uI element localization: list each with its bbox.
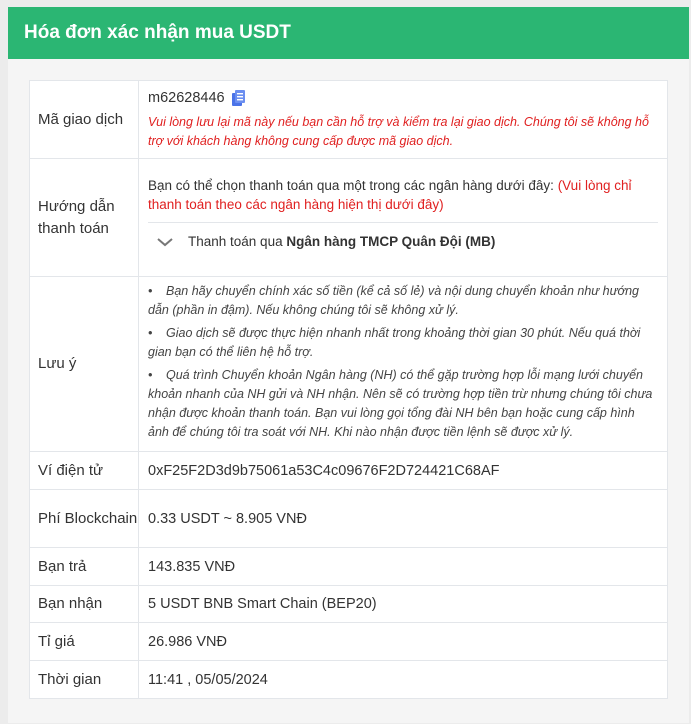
transaction-code[interactable]: m62628446 [148,89,225,106]
fee-value: 0.33 USDT ~ 8.905 VNĐ [139,490,668,548]
guide-instruction: Bạn có thể chọn thanh toán qua một trong các ngân hàng dưới đây: [148,178,558,193]
rate-row [30,623,668,661]
guide-label: Hướng dẫn thanh toán [30,159,139,277]
note-item: • Quá trình Chuyển khoản Ngân hàng (NH) có thể gặp trường hợp lỗi mạng lưới chuyển khoản nhanh của NH gửi và NH nhận. Nên sẽ có trường hợp tiền trừ nhưng chúng tôi chưa nhận được khoản thanh toán. Bạn vui lòng gọi tổng đài NH bên bạn hoặc cung cấp hình ảnh để chúng tôi tra soát với NH. Khi nào nhận được tiền lệnh sẽ được xử lý. [148,368,653,439]
invoice-panel [8,7,689,723]
fee-row [30,490,668,548]
rate-label: Tỉ giá [30,623,139,661]
transaction-cell [139,81,668,159]
guide-row [30,159,668,277]
notes-cell [139,277,668,452]
bank-option-label [188,234,495,249]
notes-list [148,282,658,442]
guide-text [148,176,658,214]
pay-row [30,548,668,586]
guide-warning: (Vui lòng chỉ thanh toán theo các ngân hàng hiện thị dưới đây) [148,178,632,212]
bank-name: Ngân hàng TMCP Quân Đội (MB) [286,234,496,249]
time-value: 11:41 , 05/05/2024 [139,661,668,699]
chevron-down-icon [156,236,174,248]
invoice-header [8,7,689,59]
receive-row [30,586,668,623]
rate-value: 26.986 VNĐ [139,623,668,661]
transaction-label: Mã giao dịch [30,81,139,159]
bank-prefix: Thanh toán qua [188,234,287,249]
wallet-label: Ví điện tử [30,452,139,490]
copy-icon[interactable] [231,89,247,107]
note-item: • Giao dịch sẽ được thực hiện nhanh nhất trong khoảng thời gian 30 phút. Nếu quá thời gian bạn có thể liên hệ hỗ trợ. [148,326,641,359]
bank-option-mb[interactable] [148,223,658,259]
fee-label: Phí Blockchain [30,490,139,548]
transaction-row [30,81,668,159]
receive-label: Bạn nhận [30,586,139,623]
page-title: Hóa đơn xác nhận mua USDT [24,22,291,43]
wallet-address[interactable]: 0xF25F2D3d9b75061a53C4c09676F2D724421C68AF [139,452,668,490]
pay-label: Bạn trả [30,548,139,586]
time-label: Thời gian [30,661,139,699]
pay-value: 143.835 VNĐ [139,548,668,586]
transaction-note: Vui lòng lưu lại mã này nếu bạn cần hỗ trợ và kiểm tra lại giao dịch. Chúng tôi sẽ không hỗ trợ với khách hàng không cung cấp được mã giao dịch. [148,114,649,148]
receive-value: 5 USDT BNB Smart Chain (BEP20) [139,586,668,623]
notes-label: Lưu ý [30,277,139,452]
invoice-table [29,80,668,699]
notes-row [30,277,668,452]
guide-cell [139,159,668,277]
transaction-code-row [148,89,658,107]
wallet-row [30,452,668,490]
note-item: • Bạn hãy chuyển chính xác số tiền (kể cả số lẻ) và nội dung chuyển khoản như hướng dẫn (phần in đậm). Nếu không chúng tôi sẽ không xử lý. [148,284,640,317]
invoice-body [8,59,689,723]
time-row [30,661,668,699]
